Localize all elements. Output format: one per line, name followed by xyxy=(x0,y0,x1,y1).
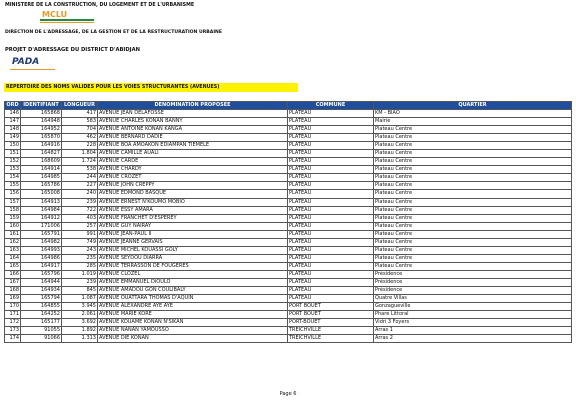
cell-commune: PLATEAU xyxy=(288,206,374,214)
cell-commune: TREICHVILLE xyxy=(288,335,374,343)
cell-identifiant: 165177 xyxy=(21,319,62,327)
cell-identifiant: 164914 xyxy=(21,166,62,174)
table-row xyxy=(5,150,572,158)
cell-commune: PORT BOUET xyxy=(288,311,374,319)
cell-longueur: 583 xyxy=(62,118,98,126)
cell-identifiant: 164944 xyxy=(21,278,62,286)
cell-identifiant: 91055 xyxy=(21,327,62,335)
cell-longueur: 1.892 xyxy=(62,327,98,335)
cell-ord: 170 xyxy=(5,303,21,311)
cell-denomination: AVENUE NANAN YAMOUSSO xyxy=(98,327,288,335)
column-header-longueur: LONGUEUR xyxy=(62,102,98,110)
cell-quartier: Plateau Centre xyxy=(374,198,572,206)
column-header-quartier: QUARTIER xyxy=(374,102,572,110)
cell-identifiant: 168609 xyxy=(21,158,62,166)
table-body xyxy=(5,110,572,343)
cell-denomination: AVENUE AMADOU GON COULIBALY xyxy=(98,287,288,295)
cell-commune: PLATEAU xyxy=(288,287,374,295)
cell-commune: PLATEAU xyxy=(288,134,374,142)
cell-longueur: 704 xyxy=(62,126,98,134)
cell-denomination: AVENUE TERRASSON DE FOUGÈRES xyxy=(98,262,288,270)
cell-denomination: AVENUE JEANNE GERVAIS xyxy=(98,238,288,246)
cell-denomination: AVENUE BERNARD DADIE xyxy=(98,134,288,142)
cell-longueur: 239 xyxy=(62,198,98,206)
table-row xyxy=(5,206,572,214)
table-row xyxy=(5,319,572,327)
pada-logo-underline xyxy=(10,69,55,70)
cell-ord: 147 xyxy=(5,118,21,126)
cell-commune: PORT-BOUET xyxy=(288,319,374,327)
cell-quartier: Plateau Centre xyxy=(374,158,572,166)
cell-identifiant: 164948 xyxy=(21,118,62,126)
cell-longueur: 257 xyxy=(62,222,98,230)
logo-bar-accent xyxy=(40,22,94,23)
cell-quartier: Plateau Centre xyxy=(374,134,572,142)
cell-identifiant: 165791 xyxy=(21,230,62,238)
cell-denomination: AVENUE JEAN DELAFOSSE xyxy=(98,110,288,118)
table-row xyxy=(5,246,572,254)
cell-commune: PLATEAU xyxy=(288,278,374,286)
cell-quartier: Quatre Villas xyxy=(374,295,572,303)
cell-longueur: 1.724 xyxy=(62,158,98,166)
cell-ord: 174 xyxy=(5,335,21,343)
table-header-row xyxy=(5,102,572,110)
table-row xyxy=(5,142,572,150)
cell-denomination: AVENUE CARDE xyxy=(98,158,288,166)
project-title: PROJET D'ADRESSAGE DU DISTRICT D'ABIDJAN xyxy=(5,47,140,53)
table-row xyxy=(5,166,572,174)
cell-denomination: AVENUE BOA AMOAKON EDIAMPAN TIEMELE xyxy=(98,142,288,150)
cell-longueur: 417 xyxy=(62,110,98,118)
table-row xyxy=(5,126,572,134)
cell-denomination: AVENUE ANTOINE KONAN KANGA xyxy=(98,126,288,134)
cell-commune: PLATEAU xyxy=(288,182,374,190)
cell-ord: 172 xyxy=(5,319,21,327)
cell-identifiant: 164912 xyxy=(21,214,62,222)
cell-denomination: AVENUE CHARLES KONAN BANNY xyxy=(98,118,288,126)
cell-commune: PLATEAU xyxy=(288,126,374,134)
cell-quartier: Présidence xyxy=(374,278,572,286)
cell-denomination: AVENUE JEAN-PAUL II xyxy=(98,230,288,238)
direction-title: DIRECTION DE L'ADRESSAGE, DE LA GESTION ET DE LA RESTRUCTURATION URBAINE xyxy=(5,30,223,35)
cell-identifiant: 165796 xyxy=(21,270,62,278)
cell-longueur: 1.019 xyxy=(62,270,98,278)
cell-ord: 157 xyxy=(5,198,21,206)
column-header-commune: COMMUNE xyxy=(288,102,374,110)
cell-quartier: Vidri 3 Foyers xyxy=(374,319,572,327)
cell-ord: 158 xyxy=(5,206,21,214)
cell-identifiant: 164855 xyxy=(21,303,62,311)
cell-identifiant: 164985 xyxy=(21,174,62,182)
cell-denomination: AVENUE GUY NAIRAY xyxy=(98,222,288,230)
cell-quartier: Mairie xyxy=(374,118,572,126)
cell-quartier: Plateau Centre xyxy=(374,262,572,270)
cell-commune: PLATEAU xyxy=(288,118,374,126)
table-row xyxy=(5,262,572,270)
cell-longueur: 991 xyxy=(62,230,98,238)
cell-denomination: AVENUE CHARDY xyxy=(98,166,288,174)
cell-ord: 150 xyxy=(5,142,21,150)
table-row xyxy=(5,295,572,303)
cell-longueur: 244 xyxy=(62,174,98,182)
cell-commune: PLATEAU xyxy=(288,158,374,166)
mclu-logo xyxy=(40,10,98,28)
table-row xyxy=(5,230,572,238)
cell-ord: 165 xyxy=(5,262,21,270)
cell-commune: PLATEAU xyxy=(288,110,374,118)
table-row xyxy=(5,270,572,278)
cell-quartier: Gonzagueville xyxy=(374,303,572,311)
cell-ord: 153 xyxy=(5,166,21,174)
table-row xyxy=(5,303,572,311)
cell-ord: 166 xyxy=(5,270,21,278)
cell-longueur: 235 xyxy=(62,254,98,262)
table-row xyxy=(5,222,572,230)
cell-quartier: Phare Littoral xyxy=(374,311,572,319)
cell-longueur: 240 xyxy=(62,190,98,198)
cell-ord: 146 xyxy=(5,110,21,118)
cell-longueur: 3.692 xyxy=(62,319,98,327)
cell-ord: 151 xyxy=(5,150,21,158)
cell-identifiant: 164984 xyxy=(21,206,62,214)
cell-identifiant: 164252 xyxy=(21,311,62,319)
cell-quartier: Plateau Centre xyxy=(374,142,572,150)
cell-longueur: 722 xyxy=(62,206,98,214)
cell-identifiant: 91066 xyxy=(21,335,62,343)
cell-quartier: KM - BIAO xyxy=(374,110,572,118)
table-row xyxy=(5,110,572,118)
cell-longueur: 243 xyxy=(62,246,98,254)
cell-quartier: Plateau Centre xyxy=(374,190,572,198)
cell-commune: PLATEAU xyxy=(288,295,374,303)
cell-identifiant: 164952 xyxy=(21,126,62,134)
cell-commune: PLATEAU xyxy=(288,190,374,198)
cell-ord: 149 xyxy=(5,134,21,142)
table-row xyxy=(5,190,572,198)
cell-denomination: AVENUE OUATTARA THOMAS D'AQUIN xyxy=(98,295,288,303)
cell-longueur: 462 xyxy=(62,134,98,142)
cell-quartier: Présidence xyxy=(374,270,572,278)
cell-ord: 156 xyxy=(5,190,21,198)
cell-ord: 169 xyxy=(5,295,21,303)
cell-ord: 159 xyxy=(5,214,21,222)
cell-quartier: Plateau Centre xyxy=(374,238,572,246)
section-title: REPERTOIRE DES NOMS VALIDES POUR LES VOIES STRUCTURANTES (AVENUES) xyxy=(4,83,298,92)
cell-identifiant: 164916 xyxy=(21,142,62,150)
cell-longueur: 3.945 xyxy=(62,303,98,311)
cell-commune: PLATEAU xyxy=(288,142,374,150)
cell-longueur: 227 xyxy=(62,182,98,190)
cell-ord: 152 xyxy=(5,158,21,166)
table-row xyxy=(5,335,572,343)
cell-ord: 160 xyxy=(5,222,21,230)
cell-identifiant: 164934 xyxy=(21,287,62,295)
cell-quartier: Plateau Centre xyxy=(374,126,572,134)
cell-commune: PLATEAU xyxy=(288,166,374,174)
cell-ord: 168 xyxy=(5,287,21,295)
cell-ord: 161 xyxy=(5,230,21,238)
cell-longueur: 538 xyxy=(62,166,98,174)
cell-denomination: AVENUE JOHN CREPPY xyxy=(98,182,288,190)
cell-ord: 171 xyxy=(5,311,21,319)
page-number: Page 6 xyxy=(279,391,297,397)
cell-longueur: 1.804 xyxy=(62,150,98,158)
mclu-logo-text: MCLU xyxy=(42,10,68,19)
cell-longueur: 228 xyxy=(62,142,98,150)
cell-quartier: Plateau Centre xyxy=(374,214,572,222)
cell-denomination: AVENUE EMMANUEL DIOULO xyxy=(98,278,288,286)
table-row xyxy=(5,134,572,142)
logo-bar xyxy=(40,19,94,21)
cell-ord: 164 xyxy=(5,254,21,262)
table-row xyxy=(5,238,572,246)
cell-quartier: Plateau Centre xyxy=(374,246,572,254)
cell-commune: PLATEAU xyxy=(288,238,374,246)
cell-commune: PLATEAU xyxy=(288,174,374,182)
cell-commune: TREICHVILLE xyxy=(288,327,374,335)
cell-ord: 148 xyxy=(5,126,21,134)
cell-longueur: 2.061 xyxy=(62,311,98,319)
cell-denomination: AVENUE CLOZEL xyxy=(98,270,288,278)
cell-commune: PLATEAU xyxy=(288,222,374,230)
cell-identifiant: 165868 xyxy=(21,110,62,118)
table-row xyxy=(5,158,572,166)
cell-longueur: 845 xyxy=(62,287,98,295)
cell-denomination: AVENUE ESSY AMARA xyxy=(98,206,288,214)
table-row xyxy=(5,182,572,190)
cell-denomination: AVENUE DIE KONAN xyxy=(98,335,288,343)
cell-identifiant: 165008 xyxy=(21,190,62,198)
cell-quartier: Plateau Centre xyxy=(374,206,572,214)
cell-identifiant: 164913 xyxy=(21,198,62,206)
column-header-denomination: DENOMINATION PROPOSEE xyxy=(98,102,288,110)
cell-quartier: Arras 1 xyxy=(374,327,572,335)
cell-longueur: 239 xyxy=(62,278,98,286)
cell-denomination: AVENUE FRANCHET D'ESPEREY xyxy=(98,214,288,222)
cell-commune: PLATEAU xyxy=(288,214,374,222)
cell-commune: PLATEAU xyxy=(288,198,374,206)
pada-logo: PADA xyxy=(12,57,40,67)
cell-denomination: AVENUE EDMOND BASQUE xyxy=(98,190,288,198)
cell-quartier: Plateau Centre xyxy=(374,222,572,230)
cell-ord: 155 xyxy=(5,182,21,190)
cell-longueur: 1.087 xyxy=(62,295,98,303)
cell-identifiant: 165794 xyxy=(21,295,62,303)
table-row xyxy=(5,214,572,222)
table-row xyxy=(5,198,572,206)
cell-commune: PORT BOUET xyxy=(288,303,374,311)
cell-quartier: Plateau Centre xyxy=(374,174,572,182)
cell-longueur: 403 xyxy=(62,214,98,222)
cell-ord: 167 xyxy=(5,278,21,286)
column-header-ord: ORD xyxy=(6,102,19,108)
table-row xyxy=(5,311,572,319)
cell-longueur: 285 xyxy=(62,262,98,270)
cell-denomination: AVENUE ALEXANDRE AYE AYE xyxy=(98,303,288,311)
cell-commune: PLATEAU xyxy=(288,254,374,262)
cell-ord: 162 xyxy=(5,238,21,246)
cell-ord: 154 xyxy=(5,174,21,182)
cell-commune: PLATEAU xyxy=(288,150,374,158)
cell-ord: 173 xyxy=(5,327,21,335)
cell-denomination: AVENUE CAMILLE AUALI xyxy=(98,150,288,158)
cell-identifiant: 164827 xyxy=(21,150,62,158)
cell-denomination: AVENUE MARIE KORÉ xyxy=(98,311,288,319)
cell-quartier: Plateau Centre xyxy=(374,254,572,262)
cell-ord: 163 xyxy=(5,246,21,254)
table-row xyxy=(5,174,572,182)
cell-commune: PLATEAU xyxy=(288,270,374,278)
cell-denomination: AVENUE ERNEST N'KOUMO MOBIO xyxy=(98,198,288,206)
cell-quartier: Plateau Centre xyxy=(374,182,572,190)
cell-quartier: Plateau Centre xyxy=(374,150,572,158)
cell-identifiant: 165786 xyxy=(21,182,62,190)
cell-denomination: AVENUE KOUAME KONAN N'SIKAN xyxy=(98,319,288,327)
ministry-title: MINISTERE DE LA CONSTRUCTION, DU LOGEMENT ET DE L'URBANISME xyxy=(5,3,195,8)
cell-quartier: Plateau Centre xyxy=(374,230,572,238)
cell-commune: PLATEAU xyxy=(288,230,374,238)
cell-identifiant: 164986 xyxy=(21,254,62,262)
cell-commune: PLATEAU xyxy=(288,246,374,254)
cell-denomination: AVENUE SEYDOU DIARRA xyxy=(98,254,288,262)
table-row xyxy=(5,287,572,295)
column-header-identifiant: IDENTIFIANT xyxy=(21,102,62,110)
cell-identifiant: 171006 xyxy=(21,222,62,230)
cell-quartier: Présidence xyxy=(374,287,572,295)
cell-identifiant: 165870 xyxy=(21,134,62,142)
cell-quartier: Arras 2 xyxy=(374,335,572,343)
table-row xyxy=(5,118,572,126)
table-row xyxy=(5,327,572,335)
avenues-table xyxy=(4,101,572,343)
cell-identifiant: 164917 xyxy=(21,262,62,270)
cell-denomination: AVENUE CROZET xyxy=(98,174,288,182)
cell-identifiant: 164993 xyxy=(21,246,62,254)
cell-denomination: AVENUE MICHEL KOUASSI GOLY xyxy=(98,246,288,254)
cell-quartier: Plateau Centre xyxy=(374,166,572,174)
cell-identifiant: 164982 xyxy=(21,238,62,246)
cell-commune: PLATEAU xyxy=(288,262,374,270)
cell-longueur: 749 xyxy=(62,238,98,246)
table-row xyxy=(5,254,572,262)
table-row xyxy=(5,278,572,286)
cell-longueur: 1.313 xyxy=(62,335,98,343)
